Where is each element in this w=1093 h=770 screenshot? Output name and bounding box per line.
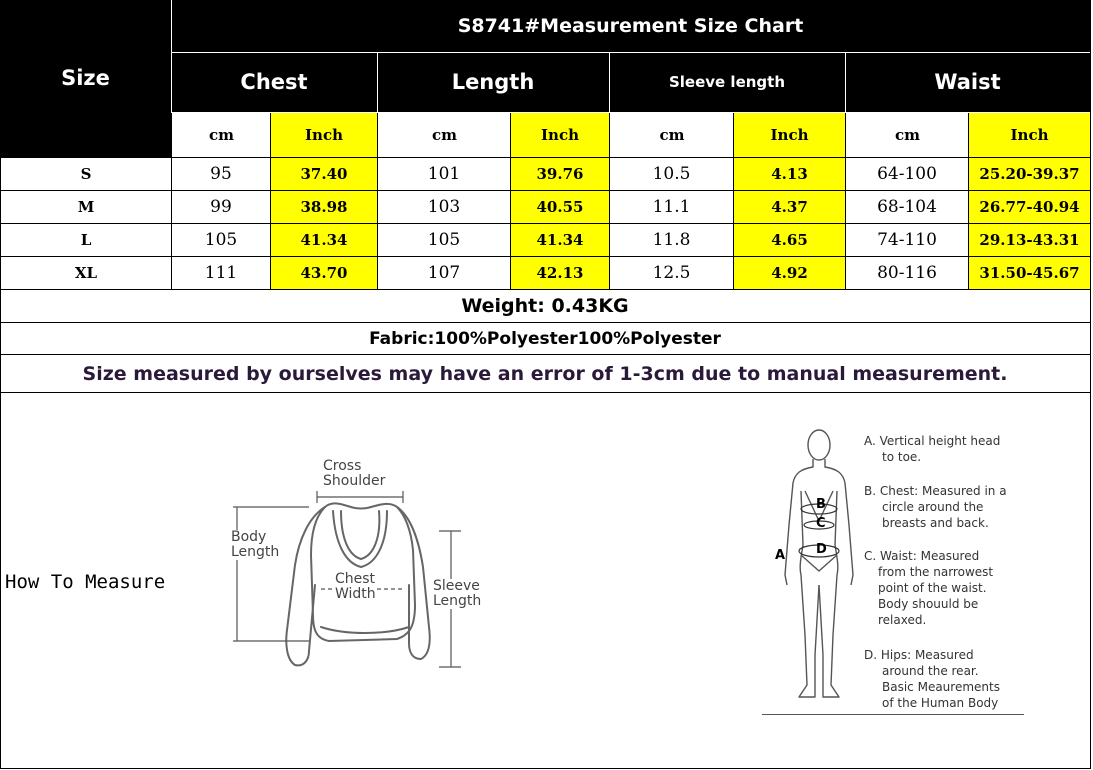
body-diagram	[765, 425, 875, 715]
letter-a: A	[775, 548, 786, 563]
chest-width-label: Chest Width	[335, 571, 376, 602]
unit-sleeve-cm: cm	[610, 113, 734, 157]
letter-c: C	[816, 516, 826, 531]
inch-value-cell: 4.13	[734, 158, 845, 190]
chest-header: Chest	[240, 70, 308, 94]
weight-text: Weight: 0.43KG	[461, 295, 629, 317]
cm-value-cell: 111	[204, 263, 238, 283]
note-b: B. Chest: Measured in a circle around the breasts and back.	[864, 484, 1007, 530]
unit-sleeve-inch: Inch	[734, 113, 845, 157]
cm-value-cell: 10.5	[652, 164, 691, 184]
size-header: Size	[61, 66, 110, 90]
unit-waist-inch: Inch	[969, 113, 1090, 157]
inch-value-cell: 4.92	[734, 257, 845, 289]
unit-length-cm: cm	[378, 113, 511, 157]
inch-value-cell: 43.70	[271, 257, 377, 289]
sleeve-length-label: Sleeve Length	[433, 578, 482, 609]
cm-value-cell: 68-104	[877, 197, 937, 217]
cm-value-cell: 105	[427, 230, 461, 250]
cm-value-cell: 105	[204, 230, 238, 250]
how-to-measure-label: How To Measure	[5, 571, 166, 593]
cm-value-cell: 80-116	[877, 263, 937, 283]
size-label: L	[80, 231, 92, 249]
inch-value-cell: 4.37	[734, 191, 845, 223]
cm-value-cell: 107	[427, 263, 461, 283]
inch-value-cell: 4.65	[734, 224, 845, 256]
note-a: A. Vertical height head to toe.	[864, 434, 1001, 464]
cm-value-cell: 64-100	[877, 164, 937, 184]
inch-value-cell: 31.50-45.67	[969, 257, 1090, 289]
size-label: M	[77, 198, 95, 216]
inch-value-cell: 41.34	[271, 224, 377, 256]
inch-value-cell: 29.13-43.31	[969, 224, 1090, 256]
chart-title: S8741#Measurement Size Chart	[457, 15, 804, 37]
body-length-label: Body Length	[231, 529, 280, 560]
note-d: D. Hips: Measured around the rear. Basic Meaurements of the Human Body	[864, 648, 1000, 710]
cm-value-cell: 11.1	[652, 197, 691, 217]
cm-value-cell: 95	[210, 164, 232, 184]
inch-value-cell: 39.76	[511, 158, 609, 190]
cm-value-cell: 103	[427, 197, 461, 217]
fabric-text: Fabric:100%Polyester100%Polyester	[369, 328, 721, 349]
inch-value-cell: 41.34	[511, 224, 609, 256]
inch-value-cell: 26.77-40.94	[969, 191, 1090, 223]
unit-length-inch: Inch	[511, 113, 609, 157]
waist-header: Waist	[934, 70, 1001, 94]
unit-chest-cm: cm	[172, 113, 271, 157]
cm-value-cell: 101	[427, 164, 461, 184]
unit-waist-cm: cm	[846, 113, 969, 157]
length-header: Length	[451, 70, 535, 94]
cm-value-cell: 12.5	[652, 263, 691, 283]
inch-value-cell: 42.13	[511, 257, 609, 289]
size-label: S	[80, 165, 92, 183]
body-diagram-underline	[762, 714, 1024, 715]
cross-shoulder-label: Cross Shoulder	[323, 458, 386, 489]
note-c: C. Waist: Measured from the narrowest point of the waist. Body shouuld be relaxed.	[864, 549, 994, 627]
notice-text: Size measured by ourselves may have an error of 1-3cm due to manual measurement.	[82, 362, 1008, 385]
letter-b: B	[816, 497, 826, 512]
inch-value-cell: 37.40	[271, 158, 377, 190]
unit-chest-inch: Inch	[271, 113, 377, 157]
sweater-diagram	[225, 455, 495, 680]
human-body-outline	[765, 425, 875, 715]
size-label: XL	[74, 264, 98, 282]
inch-value-cell: 38.98	[271, 191, 377, 223]
cm-value-cell: 74-110	[877, 230, 937, 250]
letter-d: D	[816, 542, 827, 557]
sleeve-length-header: Sleeve length	[668, 73, 786, 91]
cm-value-cell: 11.8	[652, 230, 691, 250]
inch-value-cell: 25.20-39.37	[969, 158, 1090, 190]
cm-value-cell: 99	[210, 197, 232, 217]
inch-value-cell: 40.55	[511, 191, 609, 223]
